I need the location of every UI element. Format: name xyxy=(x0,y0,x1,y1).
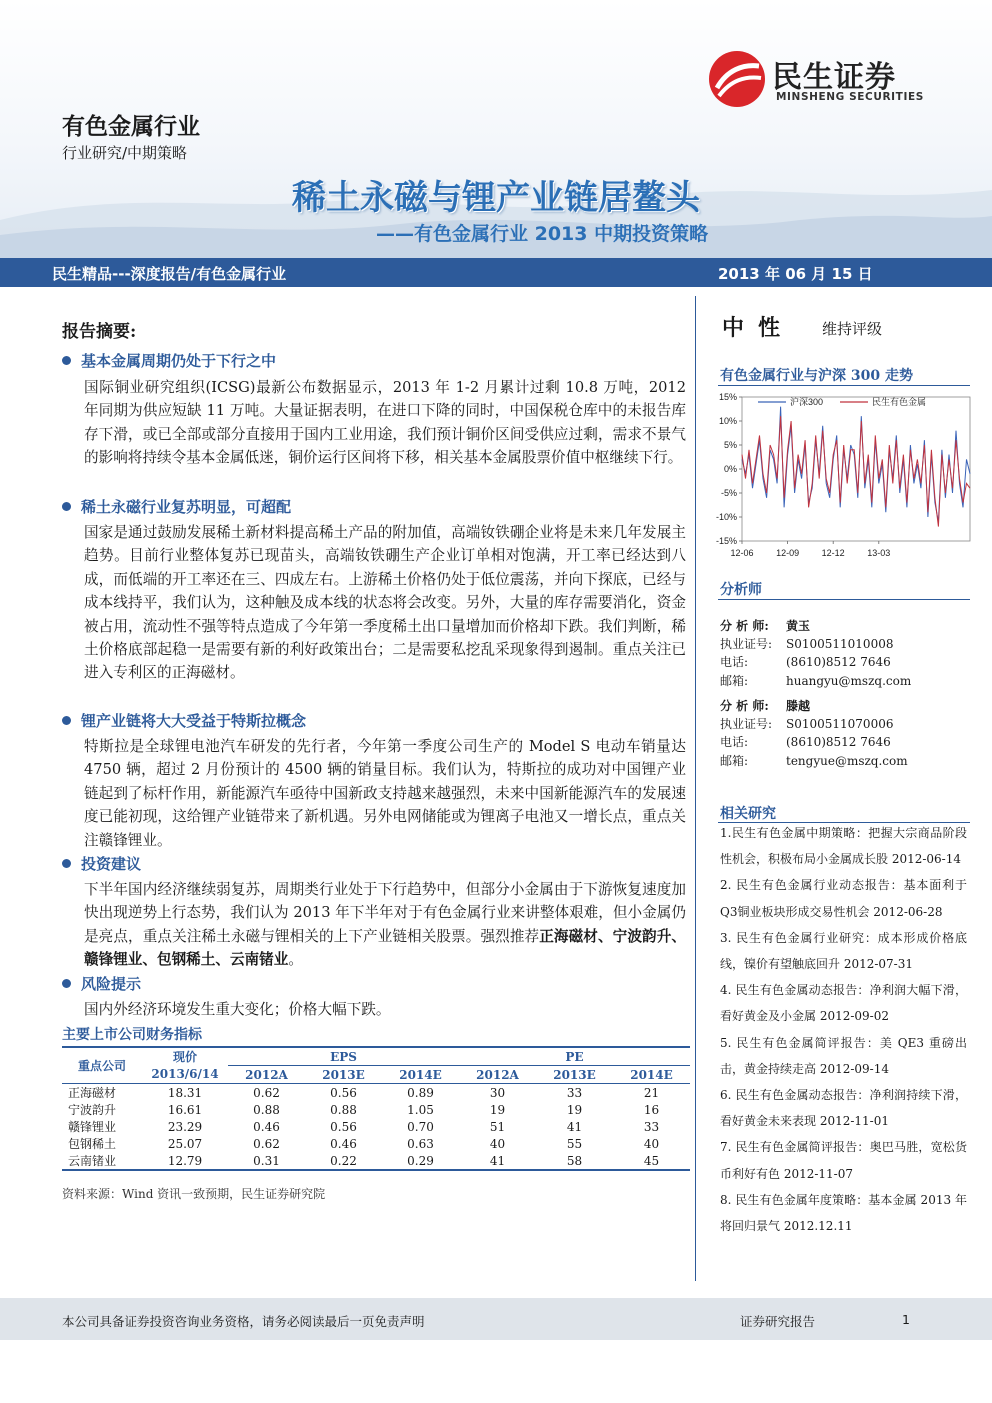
section-body-1: 国际铜业研究组织(ICSG)最新公布数据显示，2013 年 1-2 月累计过剩 10.8 万吨，2012 年同期为供应短缺 11 万吨。大量证据表明，在进口下降的同时，中国保税仓库中的未报告库存下滑，或已全部或部分直接用于国内工业用途，我们预计铜价区间受供应过剩，需求不景气的影响将持续令基本金属低迷，铜价运行区间将下移，相关基本金属股票价值中枢继续下行。 xyxy=(84,379,686,467)
list-item[interactable]: 5. 民生有色金属简评报告：美 QE3 重磅出击，黄金持续走高 2012-09-14 xyxy=(720,1035,967,1076)
financial-table xyxy=(62,1046,690,1171)
footer-disclaimer: 本公司具备证券投资咨询业务资格，请务必阅读最后一页免责声明 xyxy=(62,1314,425,1329)
analyst-card: 分 析 师: 滕越 执业证号: S0100511070006 电话: (8610)8512 7646 邮箱: tengyue@mszq.com xyxy=(720,697,908,770)
x-tick-label: 13-03 xyxy=(867,548,891,558)
bullet-icon xyxy=(62,979,71,988)
list-item[interactable]: 8. 民生有色金属年度策略：基本金属 2013 年将回归景气 2012.12.11 xyxy=(720,1192,967,1234)
header-year: 2013E xyxy=(322,1067,365,1082)
analyst-name: 滕越 xyxy=(786,699,811,713)
list-item[interactable]: 1.民生有色金属中期策略：把握大宗商品阶段性机会，积极布局小金属成长股 2012-06-14 xyxy=(720,826,967,867)
list-item[interactable]: 3. 民生有色金属行业研究：成本形成价格底线，镍价有望触底回升 2012-07-31 xyxy=(720,930,967,972)
report-date: 2013 年 06 月 15 日 xyxy=(718,265,873,283)
table-row: 赣锋锂业 23.29 0.46 0.56 0.70 51 41 33 xyxy=(68,1119,660,1134)
y-tick-label: -15% xyxy=(715,536,737,546)
table-row: 包钢稀土 25.07 0.62 0.46 0.63 40 55 40 xyxy=(68,1136,660,1151)
summary-heading: 报告摘要: xyxy=(62,322,137,342)
y-tick-label: -10% xyxy=(715,512,737,522)
analyst-phone: (8610)8512 7646 xyxy=(786,655,891,670)
footer-report-type: 证券研究报告 xyxy=(740,1314,816,1329)
analyst-title-rule xyxy=(718,599,970,600)
bullet-icon xyxy=(62,859,71,868)
chart-legend xyxy=(758,396,926,407)
section-title-3: 锂产业链将大大受益于特斯拉概念 xyxy=(62,710,306,731)
table-row: 正海磁材 18.31 0.62 0.56 0.89 30 33 21 xyxy=(68,1085,660,1100)
related-section-title: 相关研究 xyxy=(720,806,776,822)
brand-name: 民生证券 xyxy=(772,60,896,95)
legend-label: 沪深300 xyxy=(790,397,824,407)
header-year: 2013E xyxy=(553,1067,596,1082)
y-tick-label: 15% xyxy=(718,392,737,402)
section-title-5: 风险提示 xyxy=(62,973,141,994)
section-body-4: 下半年国内经济继续弱复苏，周期类行业处于下行趋势中，但部分小金属由于下游恢复速度加快出现逆势上行态势，我们认为 2013 年下半年对于有色金属行业来讲整体艰难，但小金属仍是亮点，重点关注稀土永磁与锂相关的上下产业链相关股票。强烈推荐正海磁材、宁波韵升、赣锋锂业、包钢稀土、云南锗业。 xyxy=(84,881,686,969)
list-item[interactable]: 7. 民生有色金属简评报告：奥巴马胜，宽松货币利好有色 2012-11-07 xyxy=(720,1140,967,1181)
analyst-name: 黄玉 xyxy=(786,619,811,633)
header-year: 2012A xyxy=(476,1067,519,1082)
analyst-phone: (8610)8512 7646 xyxy=(786,735,891,750)
bullet-icon xyxy=(62,716,71,725)
list-item[interactable]: 2. 民生有色金属行业动态报告：基本面利于Q3铜业板块形成交易性机会 2012-06-28 xyxy=(720,878,967,919)
header-company: 重点公司 xyxy=(77,1059,126,1073)
report-type-label: 民生精品---深度报告/有色金属行业 xyxy=(52,265,287,283)
page-number: 1 xyxy=(902,1312,910,1327)
related-research-list xyxy=(720,820,967,1239)
bullet-icon xyxy=(62,356,71,365)
rating-value: 中性 xyxy=(722,316,795,341)
report-title: 稀土永磁与锂产业链居鳌头 xyxy=(292,178,700,218)
section-body-5: 国内外经济环境发生重大变化；价格大幅下跌。 xyxy=(84,1001,391,1018)
recommended-stocks: 正海磁材、宁波韵升、赣锋锂业、包钢稀土、云南锗业 xyxy=(84,927,686,969)
analyst-card: 分 析 师: 黄玉 执业证号: S0100511010008 电话: (8610)8512 7646 邮箱: huangyu@mszq.com xyxy=(720,617,911,690)
chart-series xyxy=(742,407,970,527)
y-tick-label: -5% xyxy=(720,488,737,498)
analyst-email[interactable]: tengyue@mszq.com xyxy=(786,753,908,768)
bullet-icon xyxy=(62,502,71,511)
brand-name-english: MINSHENG SECURITIES xyxy=(776,91,924,103)
header-price-date: 2013/6/14 xyxy=(151,1067,219,1082)
industry-title: 有色金属行业 xyxy=(62,114,200,140)
section-title-2: 稀土永磁行业复苏明显，可超配 xyxy=(62,496,291,517)
section-body-2: 国家是通过鼓励发展稀土新材料提高稀土产品的附加值，高端钕铁硼企业将是未来几年发展主趋势。目前行业整体复苏已现苗头，高端钕铁硼生产企业订单相对饱满，开工率已经达到八成，而低端的开工率还在三、四成左右。上游稀土价格仍处于低位震荡，并向下探底，已经与成本线持平，我们认为，这种触及成本线的状态将会改变。另外，大量的库存需要消化，资金被占用，流动性不强等特点造成了今年第一季度稀土出口量增加而价格却下跌。我们判断，稀土价格底部起稳一是需要有新的利好政策出台；二是需要私挖乱采现象得到遏制。重点关注已进入专利区的正海磁材。 xyxy=(84,524,686,682)
header-pe: PE xyxy=(459,1047,690,1066)
list-item[interactable]: 6. 民生有色金属动态报告：净利润持续下滑，看好黄金未来表现 2012-11-01 xyxy=(720,1088,967,1129)
y-tick-label: 0% xyxy=(723,464,737,474)
y-tick-label: 5% xyxy=(723,440,737,450)
table-row: 云南锗业 12.79 0.31 0.22 0.29 41 58 45 xyxy=(62,1152,690,1170)
column-divider xyxy=(695,296,696,1281)
analyst-cert: S0100511070006 xyxy=(786,717,894,732)
chart-title: 有色金属行业与沪深 300 走势 xyxy=(720,368,913,384)
x-tick-label: 12-06 xyxy=(730,548,754,558)
list-item[interactable]: 4. 民生有色金属动态报告：净利润大幅下滑，看好黄金及小金属 2012-09-02 xyxy=(720,983,967,1024)
header-year: 2014E xyxy=(399,1067,442,1082)
rating-note: 维持评级 xyxy=(822,320,883,338)
header-price: 现价 xyxy=(172,1050,197,1065)
header-year: 2012A xyxy=(245,1067,288,1082)
section-body-3: 特斯拉是全球锂电池汽车研发的先行者，今年第一季度公司生产的 Model S 电动车销量达 4750 辆，超过 2 月份预计的 4500 辆的销量目标。我们认为，特斯拉的成功对中国锂产业链起到了标杆作用，新能源汽车亟待中国新政支持越来越强烈，未来中国新能源汽车的发展速度已能初现，这给锂产业链带来了新机遇。另外电网储能或为锂离子电池又一增长点，重点关注赣锋锂业。 xyxy=(84,738,686,849)
analyst-cert: S0100511010008 xyxy=(786,637,894,652)
report-subtitle: ——有色金属行业 2013 中期投资策略 xyxy=(376,223,709,245)
table-row: 宁波韵升 16.61 0.88 0.88 1.05 19 19 16 xyxy=(68,1102,660,1117)
table-title: 主要上市公司财务指标 xyxy=(62,1027,202,1043)
header-year: 2014E xyxy=(630,1067,673,1082)
analyst-section-title: 分析师 xyxy=(720,582,762,598)
table-source: 资料来源：Wind 资讯一致预期，民生证券研究院 xyxy=(62,1187,326,1201)
legend-label: 民生有色金属 xyxy=(872,397,927,407)
header-eps: EPS xyxy=(228,1047,459,1066)
analyst-email[interactable]: huangyu@mszq.com xyxy=(786,673,912,688)
section-title-1: 基本金属周期仍处于下行之中 xyxy=(62,350,276,371)
x-tick-label: 12-09 xyxy=(776,548,800,558)
x-tick-label: 12-12 xyxy=(821,548,845,558)
section-title-4: 投资建议 xyxy=(62,853,141,874)
report-category: 行业研究/中期策略 xyxy=(62,144,188,162)
trend-chart xyxy=(700,385,980,567)
y-tick-label: 10% xyxy=(718,416,737,426)
